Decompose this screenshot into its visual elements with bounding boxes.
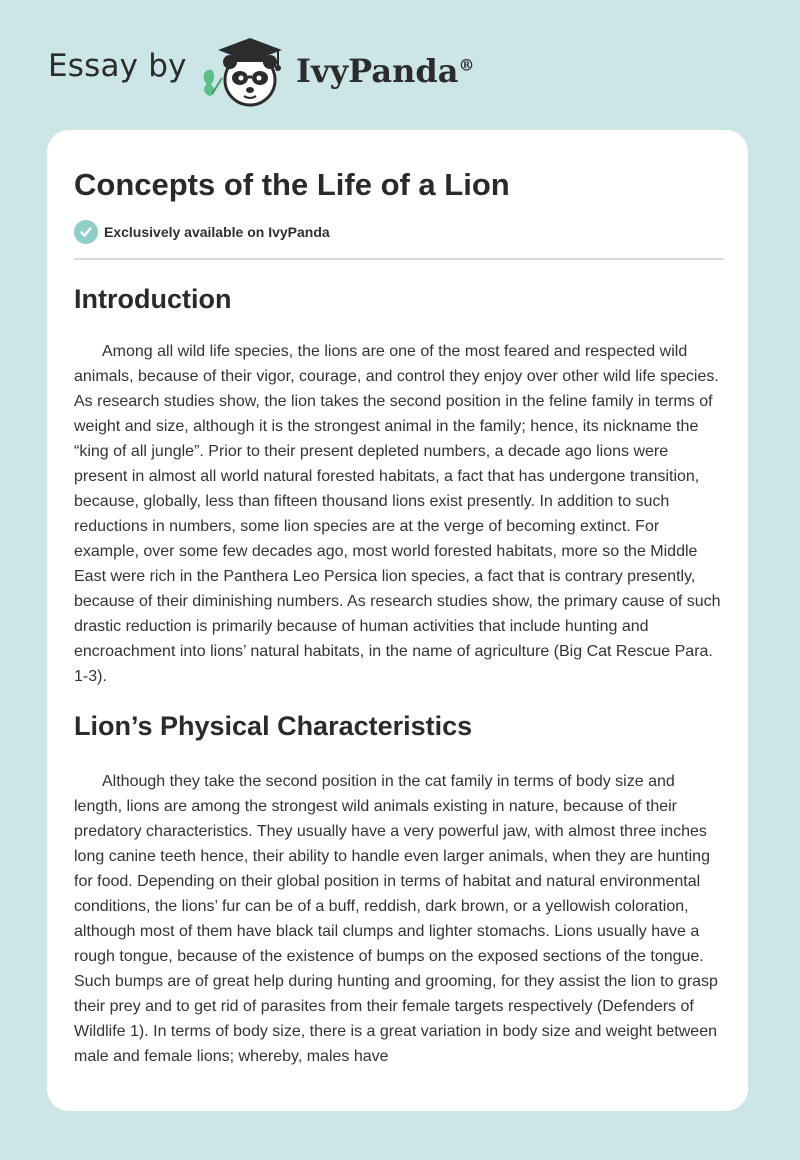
check-circle-icon	[74, 220, 98, 244]
page-title: Concepts of the Life of a Lion	[74, 167, 510, 202]
essay-by-label: Essay by	[48, 48, 187, 84]
brand-name[interactable]	[296, 52, 474, 90]
section-paragraph-physical-characteristics: Although they take the second position in the cat family in terms of body size and length, lions are among the strongest wild animals existing in nature, because of their predatory characteristics. They usually have a very powerful jaw, with almost three inches long canine teeth hence, their ability to handle even larger animals, when they are hunting for food. Depending on their global position in terms of habitat and natural environmental conditions, the lions’ fur can be of a buff, reddish, dark brown, or a yellowish coloration, although most of them have black tail clumps and lighter stomachs. Lions usually have a rough tongue, because of the existence of bumps on the exposed sections of the tongue. Such bumps are of great help during hunting and grooming, for they assist the lion to grasp their prey and to get rid of parasites from their female targets respectively (Defenders of Wildlife 1). In terms of body size, there is a great variation in body size and weight between male and female lions; whereby, males have	[74, 773, 718, 1065]
divider	[74, 258, 724, 260]
exclusive-label: Exclusively available on IvyPanda	[104, 224, 330, 240]
essay-card	[47, 130, 748, 1111]
exclusive-badge	[74, 220, 724, 244]
registered-mark: ®	[458, 55, 475, 75]
section-paragraph-introduction: Among all wild life species, the lions are one of the most feared and respected wild animals, because of their vigor, courage, and control they enjoy over other wild life species. As research studies show, the lion takes the second position in the feline family in terms of weight and size, although it is the strongest animal in the family; hence, its nickname the “king of all jungle”. Prior to their present depleted numbers, a decade ago lions were present in almost all world natural forested habitats, a fact that has undergone transition, because, globally, less than fifteen thousand lions exist presently. In addition to such reductions in numbers, some lion species are at the verge of becoming extinct. For example, over some few decades ago, most world forested habitats, more so the Middle East were rich in the Panthera Leo Persica lion species, a fact that is contrary presently, because of their diminishing numbers. As research studies show, the primary cause of such drastic reduction is primarily because of human activities that include hunting and encroachment into lions’ natural habitats, in the name of agriculture (Big Cat Rescue Para. 1-3).	[74, 343, 721, 685]
section-heading-introduction: Introduction	[74, 284, 232, 314]
panda-logo-icon[interactable]	[198, 34, 294, 110]
brand-label: IvyPanda	[296, 52, 459, 90]
essay-content	[74, 130, 724, 1069]
section-heading-physical-characteristics: Lion’s Physical Characteristics	[74, 711, 473, 741]
site-header	[0, 0, 800, 130]
